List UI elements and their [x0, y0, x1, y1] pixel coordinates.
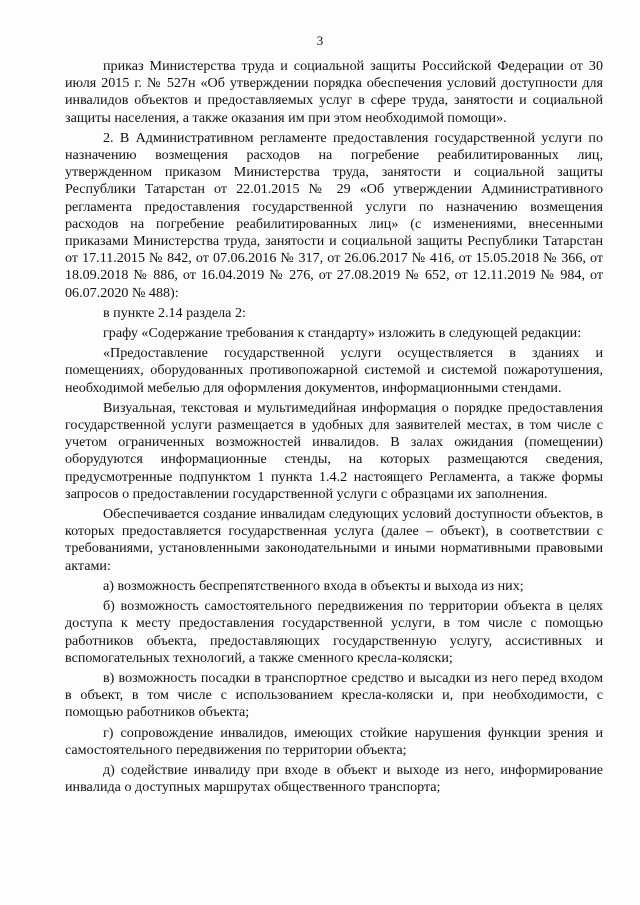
paragraph-item-2-regulation: 2. В Административном регламенте предоставления государственной услуги по назначению возмещения расходов на погребение реабилитированных лиц, утвержденном приказом Министерства труда, занятости и социальной защиты Республики Татарстан от 22.01.2015 № 29 «Об утверждении Административного регламента предоставления государственной услуги по назначению возмещения расходов на погребение реабилитированных лиц» (с изменениями, внесенными приказами Министерства труда, занятости и социальной защиты Республики Татарстан от 17.11.2015 № 842, от 07.06.2016 № 317, от 26.06.2017 № 416, от 15.05.2018 № 366, от 18.09.2018 № 886, от 16.04.2019 № 276, от 27.08.2019 № 652, от 12.11.2019 № 984, от 06.07.2020 № 488): [65, 129, 603, 301]
paragraph-accessibility-intro: Обеспечивается создание инвалидам следующих условий доступности объектов, в которых предоставляется государственная услуга (далее – объект), в соответствии с требованиями, установленными законодательными и иными нормативными правовыми актами: [65, 506, 603, 574]
document-body [65, 58, 603, 796]
paragraph-column-content: графу «Содержание требования к стандарту» изложить в следующей редакции: [103, 325, 582, 342]
paragraph-point-2-14: в пункте 2.14 раздела 2: [103, 304, 246, 321]
list-item-g: г) сопровождение инвалидов, имеющих стойкие нарушения функции зрения и самостоятельного передвижения по территории объекта; [65, 724, 603, 758]
list-item-a: а) возможность беспрепятственного входа в объекты и выхода из них; [103, 577, 524, 594]
page-number: 3 [316, 33, 324, 48]
list-item-d: д) содействие инвалиду при входе в объект и выходе из него, информирование инвалида о доступных маршрутах общественного транспорта; [65, 761, 603, 796]
paragraph-visual-info: Визуальная, текстовая и мультимедийная информация о порядке предоставления государственной услуги размещается в удобных для заявителей местах, в том числе с учетом ограниченных возможностей инвалидов. В залах ожидания (помещении) оборудуются информационные стенды, на которых размещаются сведения, предусмотренные подпунктом 1 пункта 1.4.2 настоящего Регламента, а также формы запросов о предоставлении государственной услуги с образцами их заполнения. [65, 399, 603, 502]
paragraph-order-527n: приказ Министерства труда и социальной защиты Российской Федерации от 30 июля 2015 г. № 527н «Об утверждении порядка обеспечения условий доступности для инвалидов объектов и предоставляемых услуг в сфере труда, занятости и социальной защиты населения, а также оказания им при этом необходимой помощи». [65, 58, 603, 126]
paragraph-premises: «Предоставление государственной услуги осуществляется в зданиях и помещениях, оборудованных противопожарной системой и системой пожаротушения, необходимой мебелью для оформления документов, информационными стендами. [65, 345, 603, 396]
list-item-v: в) возможность посадки в транспортное средство и высадки из него перед входом в объект, в том числе с использованием кресла-коляски и, при необходимости, с помощью работников объекта; [65, 669, 603, 721]
list-item-b: б) возможность самостоятельного передвижения по территории объекта в целях доступа к месту предоставления государственной услуги, в том числе с помощью работников объекта, предоставляющих государственную услугу, ассистивных и вспомогательных технологий, а также сменного кресла-коляски; [65, 598, 603, 666]
